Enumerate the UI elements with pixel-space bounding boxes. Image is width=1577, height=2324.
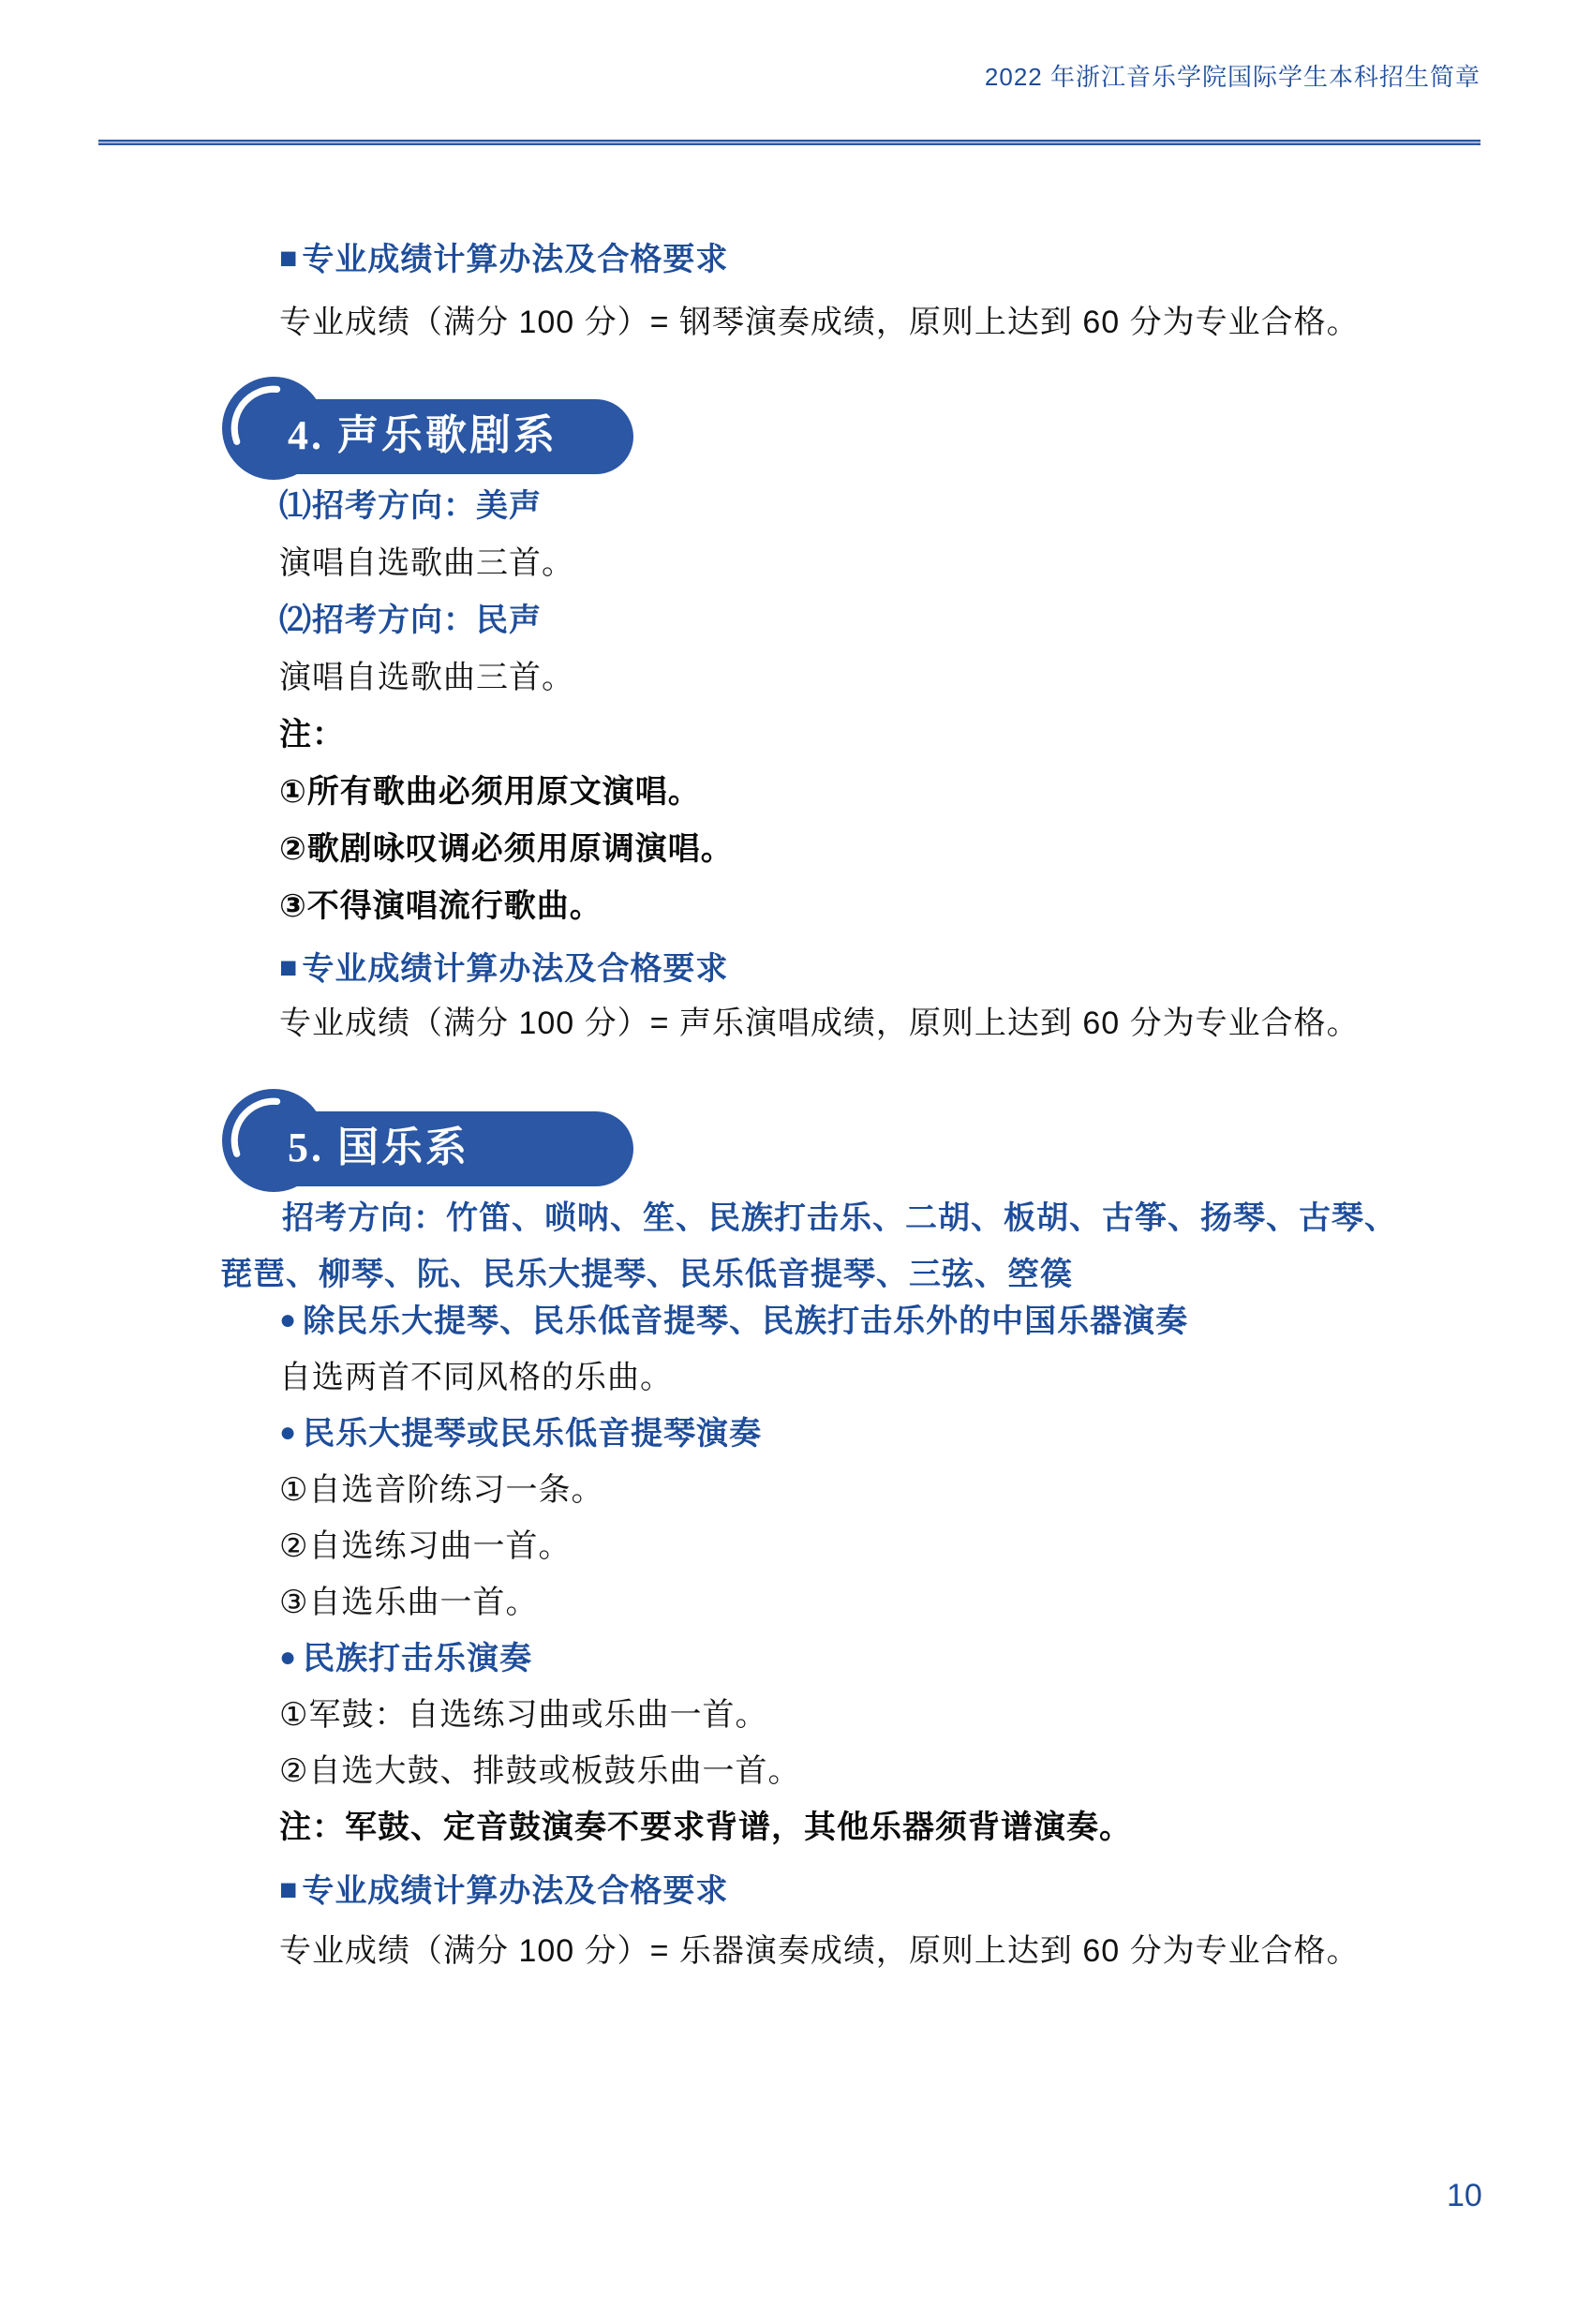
- page-number: 10: [1447, 2178, 1482, 2213]
- s5-direction-line2: 琵琶、柳琴、阮、民乐大提琴、民乐低音提琴、三弦、箜篌: [220, 1257, 1073, 1292]
- s4-direction1-body: 演唱自选歌曲三首。: [279, 545, 574, 581]
- s4-direction2-body: 演唱自选歌曲三首。: [279, 660, 574, 695]
- s5-result-heading-label: 专业成绩计算办法及合格要求: [302, 1873, 729, 1909]
- s5-bullet-3-item-1: ①军鼓：自选练习曲或乐曲一首。: [279, 1697, 768, 1733]
- section4-badge-label: 4. 声乐歌剧系: [288, 412, 558, 458]
- header-divider-rule: [98, 140, 1480, 145]
- square-bullet-icon: ■: [279, 1872, 299, 1906]
- dot-bullet-icon: ●: [279, 1417, 298, 1448]
- s5-bullet-2-label: 民乐大提琴或民乐低音提琴演奏: [303, 1416, 763, 1452]
- s4-result-heading-label: 专业成绩计算办法及合格要求: [302, 951, 729, 987]
- s4-result-body: 专业成绩（满分 100 分）= 声乐演唱成绩，原则上达到 60 分为专业合格。: [279, 1006, 1360, 1041]
- s4-result-heading: [279, 948, 728, 990]
- s4-note-item-1: ①所有歌曲必须用原文演唱。: [279, 774, 701, 810]
- s5-bullet-3-label: 民族打击乐演奏: [303, 1641, 533, 1676]
- s4-note-item-3: ③不得演唱流行歌曲。: [279, 888, 603, 924]
- section5-badge-label: 5. 国乐系: [288, 1125, 469, 1170]
- s5-bullet-1-body: 自选两首不同风格的乐曲。: [279, 1360, 673, 1395]
- s5-bullet-2-item-2: ②自选练习曲一首。: [279, 1528, 572, 1564]
- result-heading-piano-label: 专业成绩计算办法及合格要求: [302, 242, 729, 277]
- s5-direction-line1: 招考方向：竹笛、唢呐、笙、民族打击乐、二胡、板胡、古筝、扬琴、古琴、: [282, 1200, 1397, 1236]
- s5-bullet-2-item-1: ①自选音阶练习一条。: [279, 1472, 604, 1508]
- section5-badge: [222, 1089, 653, 1194]
- dot-bullet-icon: ●: [279, 1304, 298, 1335]
- dot-bullet-icon: ●: [279, 1642, 298, 1673]
- s5-bullet-3: [279, 1638, 532, 1681]
- s5-note: 注：军鼓、定音鼓演奏不要求背谱，其他乐器须背谱演奏。: [279, 1810, 1132, 1845]
- s5-result-heading: [279, 1870, 728, 1912]
- s5-bullet-2-item-3: ③自选乐曲一首。: [279, 1585, 539, 1620]
- result-body-piano: 专业成绩（满分 100 分）= 钢琴演奏成绩，原则上达到 60 分为专业合格。: [279, 305, 1360, 340]
- s4-note-item-2: ②歌剧咏叹调必须用原调演唱。: [279, 831, 734, 867]
- page-header-title: 2022 年浙江音乐学院国际学生本科招生简章: [984, 63, 1480, 91]
- s4-direction1-label: ⑴招考方向：美声: [279, 488, 542, 524]
- s4-direction2-label: ⑵招考方向：民声: [279, 603, 542, 638]
- result-heading-piano: [279, 239, 728, 280]
- s5-bullet-2: [279, 1413, 762, 1456]
- s5-bullet-1-label: 除民乐大提琴、民乐低音提琴、民族打击乐外的中国乐器演奏: [303, 1304, 1189, 1339]
- s4-note-label: 注：: [279, 717, 345, 752]
- s5-bullet-1: [279, 1301, 1188, 1344]
- section4-badge: [222, 377, 653, 482]
- s5-bullet-3-item-2: ②自选大鼓、排鼓或板鼓乐曲一首。: [279, 1753, 801, 1789]
- square-bullet-icon: ■: [279, 950, 299, 984]
- square-bullet-icon: ■: [279, 241, 299, 275]
- s5-result-body: 专业成绩（满分 100 分）= 乐器演奏成绩，原则上达到 60 分为专业合格。: [279, 1933, 1360, 1969]
